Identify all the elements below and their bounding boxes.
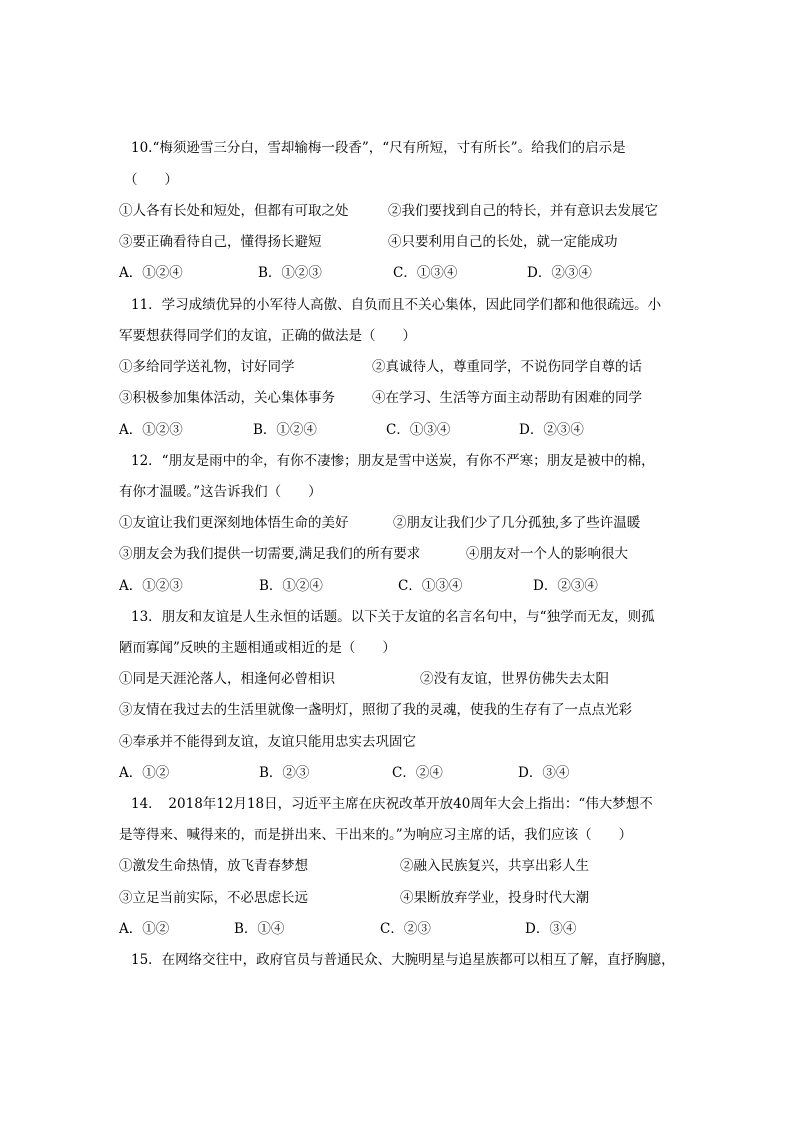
question-11-choice-a: A．①②③	[119, 422, 183, 438]
question-13-choice-c: C．②④	[392, 765, 443, 781]
question-11-choice-d: D．②③④	[519, 422, 584, 438]
question-10-item-3: ③要正确看待自己，懂得扬长避短	[119, 234, 322, 250]
question-10-choice-b: B．①②③	[258, 265, 322, 281]
question-14-stem-line-1: 14． 2018年12月18日，习近平主席在庆祝改革开放40周年大会上指出：“伟大梦想不	[131, 796, 653, 812]
question-12-choice-c: C．①③④	[398, 578, 463, 594]
question-13-stem-line-2: 陋而寡闻”反映的主题相通或相近的是（ ）	[119, 640, 396, 656]
question-10-item-2: ②我们要找到自己的特长，并有意识去发展它	[388, 203, 658, 219]
question-14-item-1: ①激发生命热情，放飞青春梦想	[119, 858, 308, 874]
question-10-item-1: ①人各有长处和短处，但都有可取之处	[119, 203, 349, 219]
question-13-item-3: ③友情在我过去的生活里就像一盏明灯，照彻了我的灵魂，使我的生存有了一点点光彩	[119, 702, 632, 718]
question-10-choice-c: C．①③④	[393, 265, 458, 281]
question-12-item-1: ①友谊让我们更深刻地体悟生命的美好	[119, 515, 349, 531]
question-15-stem-line-1: 15．在网络交往中，政府官员与普通民众、大腕明星与追星族都可以相互了解，直抒胸臆，	[131, 952, 675, 968]
question-12-stem-line-1: 12．“朋友是雨中的伞，有你不凄惨；朋友是雪中送炭，有你不严寒；朋友是被中的棉，	[131, 453, 655, 469]
question-11-item-2: ②真诚待人，尊重同学，不说伤同学自尊的话	[372, 359, 642, 375]
question-12-choice-b: B．①②④	[259, 578, 323, 594]
question-10-choice-a: A．①②④	[119, 265, 183, 281]
question-13-item-4: ④奉承并不能得到友谊，友谊只能用忠实去巩固它	[119, 734, 416, 750]
question-11-item-1: ①多给同学送礼物，讨好同学	[119, 359, 295, 375]
question-11-stem-line-2: 军要想获得同学们的友谊，正确的做法是（ ）	[119, 328, 416, 344]
question-13-item-2: ②没有友谊，世界仿佛失去太阳	[420, 671, 609, 687]
question-14-choice-d: D．③④	[525, 921, 577, 937]
question-11-stem-line-1: 11．学习成绩优异的小军待人高傲、自负而且不关心集体，因此同学们都和他很疏远。小	[131, 297, 662, 313]
question-12-item-4: ④朋友对一个人的影响很大	[466, 546, 628, 562]
question-12-stem-line-2: 有你才温暖。”这告诉我们（ ）	[119, 484, 322, 500]
question-14-choice-a: A．①②	[119, 921, 170, 937]
question-12-choice-a: A．①②③	[119, 578, 183, 594]
question-10-stem-line-2: （ ）	[124, 172, 178, 188]
question-13-choice-d: D．③④	[518, 765, 570, 781]
question-10-choice-d: D．②③④	[527, 265, 592, 281]
question-14-stem-line-2: 是等得来、喊得来的，而是拼出来、干出来的。”为响应习主席的话，我们应该（ ）	[119, 827, 633, 843]
question-14-choice-b: B．①④	[234, 921, 285, 937]
question-14-choice-c: C．②③	[380, 921, 431, 937]
question-13-choice-a: A．①②	[119, 765, 170, 781]
question-13-stem-line-1: 13．朋友和友谊是人生永恒的话题。以下关于友谊的名言名句中，与“独学而无友，则孤	[131, 609, 655, 625]
question-14-item-4: ④果断放弃学业，投身时代大潮	[400, 890, 589, 906]
question-10-stem-line-1: 10.“梅须逊雪三分白，雪却输梅一段香”，“尺有所短，寸有所长”。给我们的启示是	[131, 140, 626, 156]
question-11-item-4: ④在学习、生活等方面主动帮助有困难的同学	[372, 390, 642, 406]
question-11-choice-c: C．①③④	[386, 422, 451, 438]
question-13-item-1: ①同是天涯沦落人，相逢何必曾相识	[119, 671, 335, 687]
question-14-item-3: ③立足当前实际，不必思虑长远	[119, 890, 308, 906]
question-11-choice-b: B．①②④	[253, 422, 317, 438]
question-10-item-4: ④只要利用自己的长处，就一定能成功	[388, 234, 618, 250]
question-11-item-3: ③积极参加集体活动，关心集体事务	[119, 390, 335, 406]
question-12-choice-d: D．②③④	[533, 578, 598, 594]
question-12-item-2: ②朋友让我们少了几分孤独,多了些许温暖	[393, 515, 641, 531]
question-13-choice-b: B．②③	[259, 765, 310, 781]
question-12-item-3: ③朋友会为我们提供一切需要,满足我们的所有要求	[119, 546, 421, 562]
question-14-item-2: ②融入民族复兴，共享出彩人生	[400, 858, 589, 874]
